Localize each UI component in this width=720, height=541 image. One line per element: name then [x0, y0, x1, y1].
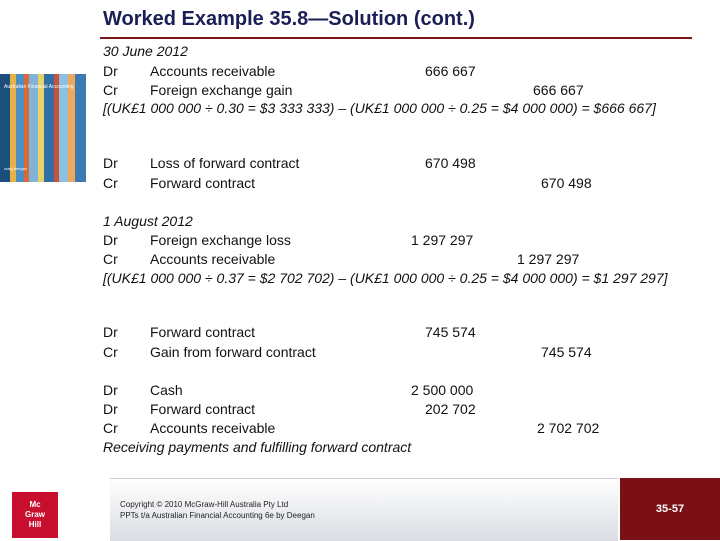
ppts-line: PPTs t/a Australian Financial Accounting 6e by Deegan: [120, 511, 315, 520]
calculation-note: [(UK£1 000 000 ÷ 0.30 = $3 333 333) – (UK£1 000 000 ÷ 0.25 = $4 000 000) = $666 667]: [103, 100, 656, 116]
drcr-label: Cr: [103, 82, 118, 98]
account-name: Forward contract: [150, 324, 256, 340]
logo-text-line: Mc: [29, 500, 41, 509]
logo-text-line: Hill: [28, 520, 42, 529]
journal-line: [103, 419, 693, 437]
account-name: Cash: [150, 382, 183, 398]
debit-amount: 666 667: [425, 63, 476, 79]
drcr-label: Cr: [103, 420, 118, 436]
journal-line: [103, 81, 693, 99]
credit-amount: 670 498: [541, 175, 592, 191]
copyright-line: Copyright © 2010 McGraw-Hill Australia Pty Ltd: [120, 500, 289, 509]
drcr-label: Dr: [103, 401, 118, 417]
book-cover-title: Australian Financial Accounting: [4, 84, 74, 90]
journal-line: [103, 174, 693, 192]
journal-line: [103, 381, 693, 399]
journal-line: [103, 323, 693, 341]
account-name: Forward contract: [150, 401, 256, 417]
account-name: Foreign exchange gain: [150, 82, 293, 98]
drcr-label: Cr: [103, 251, 118, 267]
debit-amount: 1 297 297: [411, 232, 474, 248]
account-name: Forward contract: [150, 175, 256, 191]
account-name: Accounts receivable: [150, 420, 276, 436]
entry-date: 1 August 2012: [103, 213, 193, 229]
journal-line: [103, 250, 693, 268]
drcr-label: Dr: [103, 155, 118, 171]
footer-copyright: [120, 499, 315, 521]
account-name: Gain from forward contract: [150, 344, 316, 360]
drcr-label: Cr: [103, 175, 118, 191]
credit-amount: 745 574: [541, 344, 592, 360]
calculation-note: [(UK£1 000 000 ÷ 0.37 = $2 702 702) – (UK£1 000 000 ÷ 0.25 = $4 000 000) = $1 297 297]: [103, 270, 668, 286]
entry-date: 30 June 2012: [103, 43, 188, 59]
drcr-label: Dr: [103, 63, 118, 79]
journal-line: [103, 400, 693, 418]
account-name: Foreign exchange loss: [150, 232, 291, 248]
journal-line: [103, 231, 693, 249]
account-name: Accounts receivable: [150, 63, 276, 79]
book-cover-image: [0, 74, 86, 182]
page-number: 35-57: [620, 478, 720, 540]
debit-amount: 2 500 000: [411, 382, 474, 398]
debit-amount: 745 574: [425, 324, 476, 340]
drcr-label: Dr: [103, 382, 118, 398]
journal-line: [103, 62, 693, 80]
journal-line: [103, 154, 693, 172]
book-cover-author: craig deegan: [4, 166, 28, 171]
drcr-label: Cr: [103, 344, 118, 360]
drcr-label: Dr: [103, 324, 118, 340]
account-name: Loss of forward contract: [150, 155, 300, 171]
drcr-label: Dr: [103, 232, 118, 248]
journal-line: [103, 343, 693, 361]
slide-title: Worked Example 35.8—Solution (cont.): [103, 8, 475, 30]
account-name: Accounts receivable: [150, 251, 276, 267]
logo-text-line: Graw: [24, 510, 45, 519]
credit-amount: 666 667: [533, 82, 584, 98]
narration: Receiving payments and fulfilling forward contract: [103, 439, 412, 455]
mcgraw-hill-logo: [12, 492, 58, 538]
debit-amount: 670 498: [425, 155, 476, 171]
credit-amount: 2 702 702: [537, 420, 600, 436]
debit-amount: 202 702: [425, 401, 476, 417]
title-divider: [100, 37, 692, 39]
credit-amount: 1 297 297: [517, 251, 580, 267]
